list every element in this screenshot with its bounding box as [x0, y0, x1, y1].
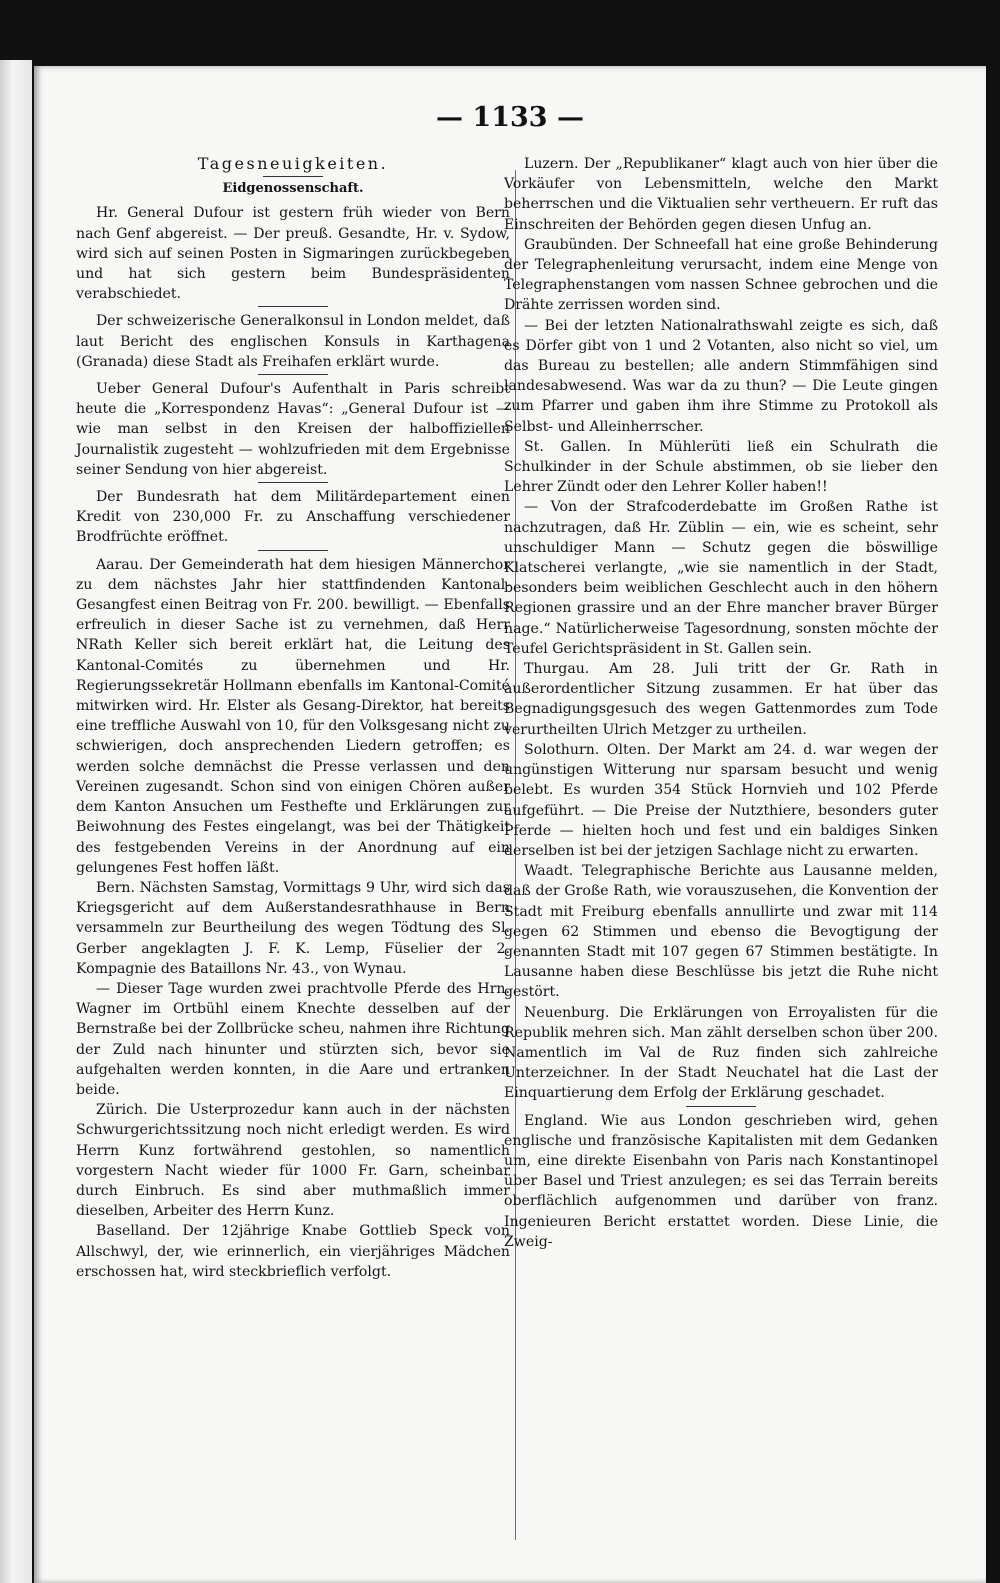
- article-paragraph: Baselland. Der 12jährige Knabe Gottlieb Speck von Allschwyl, der, wie erinnerlich, ein vierjähriges Mädchen erschossen hat, wird steckbrieflich verfolgt.: [76, 1223, 510, 1280]
- article-paragraph: England. Wie aus London geschrieben wird, gehen englische und französische Kapitalisten mit dem Gedanken um, eine direkte Eisenbahn von Paris nach Konstantinopel über Basel und Triest anzulegen; es sei das Terrain bereits oberflächlich aufgenommen und darüber von franz. Ingenieuren Bericht erstattet worden. Diese Linie, die Zweig-: [504, 1112, 938, 1250]
- right-column: [504, 154, 938, 1252]
- newspaper-page: [34, 66, 986, 1583]
- separator-rule: [258, 482, 328, 483]
- separator-rule: [258, 306, 328, 307]
- section-title: Tagesneuigkeiten.: [197, 154, 389, 173]
- adjacent-page-edge: [0, 60, 32, 1583]
- article-paragraph: Waadt. Telegraphische Berichte aus Lausanne melden, daß der Große Rath, wie vorauszusehen, die Konvention der Stadt mit Freiburg ebenfalls annullirte und zwar mit 114 gegen 62 Stimmen und ebenso die Bevogtigung der genannten Stadt mit 107 gegen 67 Stimmen bestätigte. In Lausanne haben diese Beschlüsse bis jetzt die Ruhe nicht gestört.: [504, 863, 938, 1001]
- left-column: [76, 154, 510, 1282]
- article-paragraph: Der schweizerische Generalkonsul in London meldet, daß laut Bericht des englischen Konsuls in Karthagena (Granada) diese Stadt als Freihafen erklärt wurde.: [76, 313, 510, 370]
- separator-rule: [258, 550, 328, 551]
- separator-rule: [686, 1106, 756, 1107]
- article-paragraph: — Von der Strafcoderdebatte im Großen Rathe ist nachzutragen, daß Hr. Züblin — ein, wie es scheint, sehr unschuldiger Mann — Schutz gegen die böswillige Klatscherei verlangte, „wie sie namentlich in der Stadt, besonders beim weiblichen Geschlecht auch in den höhern Regionen grassire und an der Ehre mancher braver Bürger nage.“ Natürlicherweise Tagesordnung, sonsten möchte der Teufel Gerichtspräsident in St. Gallen sein.: [504, 499, 938, 657]
- article-paragraph: Neuenburg. Die Erklärungen von Erroyalisten für die Republik mehren sich. Man zählt derselben schon über 200. Namentlich im Val de Ruz finden sich zahlreiche Unterzeichner. In der Stadt Neuchatel hat die Last der Einquartierung dem Erfolg der Erklärung geschadet.: [504, 1004, 938, 1102]
- article-paragraph: Der Bundesrath hat dem Militärdepartement einen Kredit von 230,000 Fr. zu Anschaffung verschiedener Brodfrüchte eröffnet.: [76, 489, 510, 546]
- article-paragraph: — Bei der letzten Nationalrathswahl zeigte es sich, daß es Dörfer gibt von 1 und 2 Votanten, also nicht so viel, um das Bureau zu bestellen; alle andern Stimmfähigen sind landesabwesend. Was war da zu thun? — Die Leute gingen zum Pfarrer und gaben ihm ihre Stimme zu Protokoll als Selbst- und Alleinherrscher.: [504, 317, 938, 435]
- title-rule: [263, 176, 323, 177]
- page-number: — 1133 —: [436, 102, 584, 133]
- article-paragraph: Luzern. Der „Republikaner“ klagt auch von hier über die Vorkäufer von Lebensmitteln, welche den Markt beherrschen und die Viktualien sehr vertheuern. Er ruft das Einschreiten der Behörden gegen diesen Unfug an.: [504, 156, 938, 233]
- article-paragraph: Hr. General Dufour ist gestern früh wieder von Bern nach Genf abgereist. — Der preuß. Gesandte, Hr. v. Sydow, wird sich auf seinen Posten in Sigmaringen zurückbegeben und hat sich gestern beim Bundespräsidenten verabschiedet.: [76, 205, 510, 303]
- article-paragraph: Solothurn. Olten. Der Markt am 24. d. war wegen der ungünstigen Witterung nur sparsam besucht und wenig belebt. Es wurden 354 Stück Hornvieh und 102 Pferde aufgeführt. — Die Preise der Nutzthiere, besonders guter Pferde — hielten hoch und fest und ein baldiges Sinken derselben ist bei der jetzigen Sachlage nicht zu erwarten.: [504, 741, 938, 859]
- article-paragraph: Graubünden. Der Schneefall hat eine große Behinderung der Telegraphenleitung verursacht, indem eine Menge von Telegraphenstangen vom nassen Schnee gebrochen und die Drähte zerrissen worden sind.: [504, 236, 938, 314]
- article-paragraph: Bern. Nächsten Samstag, Vormittags 9 Uhr, wird sich das Kriegsgericht auf dem Außerstandesrathhause in Bern versammeln zur Beurtheilung des wegen Tödtung des Sl. Gerber angeklagten J. F. K. Lemp, Füselier der 2. Kompagnie des Bataillons Nr. 43., von Wynau.: [76, 879, 510, 977]
- article-paragraph: — Dieser Tage wurden zwei prachtvolle Pferde des Hrn. Wagner im Ortbühl einem Knechte desselben auf der Bernstraße bei der Zollbrücke scheu, nahmen ihre Richtung der Zuld nach hinunter und stürzten sich, bevor sie aufgehalten werden konnten, in die Aare und ertranken beide.: [76, 980, 510, 1098]
- separator-rule: [258, 374, 328, 375]
- article-paragraph: Thurgau. Am 28. Juli tritt der Gr. Rath in außerordentlicher Sitzung zusammen. Er hat über das Begnadigungsgesuch des wegen Gattenmordes zum Tode verurtheilten Ulrich Metzger zu urtheilen.: [504, 661, 938, 738]
- article-paragraph: Aarau. Der Gemeinderath hat dem hiesigen Männerchor zu dem nächstes Jahr hier stattfindenden Kantonal-Gesangfest einen Beitrag von Fr. 200. bewilligt. — Ebenfalls erfreulich in dieser Sache ist zu vernehmen, daß Herr NRath Keller sich bereit erklärt hat, die Leitung des Kantonal-Comités zu übernehmen und Hr. Regierungssekretär Hollmann ebenfalls im Kantonal-Comité mitwirken wird. Hr. Elster als Gesang-Direktor, hat bereits eine treffliche Auswahl von 10, für den Volksgesang nicht zu schwierigen, doch ansprechenden Liedern getroffen; es werden solche demnächst die Presse verlassen und den Vereinen zugesandt. Schon sind von einigen Chören außer dem Kanton Ansuchen um Festhefte und Erklärungen zur Beiwohnung des Festes eingelangt, was bei der Thätigkeit des festgebenden Vereins in der Anordnung auf ein gelungenes Fest hoffen läßt.: [76, 556, 510, 876]
- article-paragraph: Ueber General Dufour's Aufenthalt in Paris schreibt heute die „Korrespondenz Havas“: „General Dufour ist — wie man selbst in den Kreisen der halboffiziellen Journalistik zugesteht — wohlzufrieden mit dem Ergebnisse seiner Sendung von hier abgereist.: [76, 381, 510, 478]
- article-paragraph: Zürich. Die Usterprozedur kann auch in der nächsten Schwurgerichtssitzung noch nicht erledigt werden. Es wird Herrn Kunz fortwährend gestohlen, so namentlich vorgestern Nacht wieder für 1000 Fr. Garn, scheinbar durch Einbruch. Es sind aber muthmaßlich immer dieselben, Arbeiter des Herrn Kunz.: [76, 1102, 510, 1220]
- article-paragraph: St. Gallen. In Mühlerüti ließ ein Schulrath die Schulkinder in der Schule abstimmen, ob sie lieber den Lehrer Zündt oder den Lehrer Koller haben!!: [504, 438, 938, 496]
- subsection-heading: Eidgenossenschaft.: [222, 181, 364, 197]
